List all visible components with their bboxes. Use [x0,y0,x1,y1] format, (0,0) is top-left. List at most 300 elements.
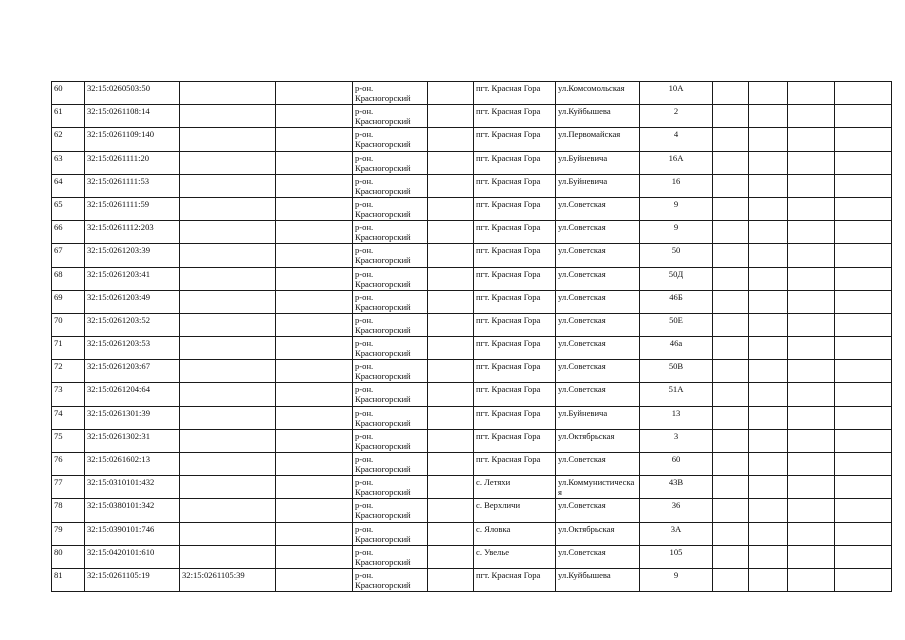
empty-cell [276,290,353,313]
settlement: с. Летяхи [474,476,556,499]
empty-cell [788,151,835,174]
empty-cell [749,82,788,105]
empty-cell [749,197,788,220]
street: ул.Буйневича [556,174,640,197]
empty-cell [428,105,474,128]
empty-cell [788,406,835,429]
row-number: 69 [52,290,85,313]
settlement: пгт. Красная Гора [474,360,556,383]
empty-cell [835,522,892,545]
empty-cell [835,429,892,452]
settlement: пгт. Красная Гора [474,453,556,476]
empty-cell [788,290,835,313]
district-prefix: р-он. [355,314,374,325]
house-number: 3 [640,429,713,452]
cadastral-number: 32:15:0310101:432 [85,476,180,499]
related-cadastral-number [180,174,276,197]
empty-cell [835,406,892,429]
table-row [52,105,892,128]
empty-cell [713,568,749,591]
settlement: пгт. Красная Гора [474,197,556,220]
table-row [52,476,892,499]
table-row [52,499,892,522]
empty-cell [428,360,474,383]
empty-cell [276,313,353,336]
empty-cell [276,453,353,476]
related-cadastral-number [180,453,276,476]
house-number: 2 [640,105,713,128]
related-cadastral-number [180,197,276,220]
district-prefix: р-он. [355,129,374,140]
district-name: Красногорский [355,185,411,196]
street: ул.Советская [556,244,640,267]
cadastral-number: 32:15:0261203:53 [85,337,180,360]
empty-cell [428,406,474,429]
empty-cell [835,221,892,244]
district-name: Красногорский [355,324,411,335]
empty-cell [276,174,353,197]
street: ул.Советская [556,290,640,313]
cadastral-number: 32:15:0261203:41 [85,267,180,290]
street: ул.Коммунистическая [556,476,640,499]
empty-cell [749,453,788,476]
empty-cell [276,406,353,429]
table-row [52,545,892,568]
district-prefix: р-он. [355,291,374,302]
empty-cell [713,337,749,360]
district [353,499,428,522]
house-number: 16А [640,151,713,174]
empty-cell [835,499,892,522]
table-row [52,244,892,267]
table-row [52,128,892,151]
empty-cell [749,151,788,174]
table-row [52,568,892,591]
empty-cell [428,522,474,545]
registry-table [51,81,892,592]
district-name: Красногорский [355,208,411,219]
empty-cell [713,221,749,244]
table-row [52,82,892,105]
empty-cell [428,568,474,591]
settlement: пгт. Красная Гора [474,128,556,151]
empty-cell [788,313,835,336]
related-cadastral-number [180,267,276,290]
settlement: пгт. Красная Гора [474,568,556,591]
related-cadastral-number [180,105,276,128]
row-number: 66 [52,221,85,244]
empty-cell [713,197,749,220]
cadastral-number: 32:15:0261108:14 [85,105,180,128]
district-prefix: р-он. [355,106,374,117]
empty-cell [276,82,353,105]
row-number: 61 [52,105,85,128]
district-prefix: р-он. [355,500,374,511]
district-name: Красногорский [355,394,411,405]
cadastral-number: 32:15:0261112:203 [85,221,180,244]
cadastral-number: 32:15:0260503:50 [85,82,180,105]
related-cadastral-number [180,82,276,105]
empty-cell [428,151,474,174]
street: ул.Буйневича [556,151,640,174]
empty-cell [788,128,835,151]
district [353,383,428,406]
cadastral-number: 32:15:0261111:20 [85,151,180,174]
empty-cell [713,82,749,105]
empty-cell [428,221,474,244]
empty-cell [788,545,835,568]
row-number: 80 [52,545,85,568]
district-prefix: р-он. [355,546,374,557]
empty-cell [713,383,749,406]
empty-cell [749,568,788,591]
row-number: 60 [52,82,85,105]
related-cadastral-number [180,290,276,313]
house-number: 50Е [640,313,713,336]
empty-cell [428,128,474,151]
empty-cell [713,476,749,499]
related-cadastral-number [180,313,276,336]
empty-cell [788,360,835,383]
house-number: 36 [640,499,713,522]
empty-cell [749,429,788,452]
street: ул.Советская [556,197,640,220]
empty-cell [428,244,474,267]
row-number: 77 [52,476,85,499]
row-number: 79 [52,522,85,545]
row-number: 64 [52,174,85,197]
cadastral-number: 32:15:0261203:52 [85,313,180,336]
empty-cell [276,244,353,267]
house-number: 16 [640,174,713,197]
empty-cell [835,476,892,499]
empty-cell [835,337,892,360]
empty-cell [749,360,788,383]
district-prefix: р-он. [355,454,374,464]
cadastral-number: 32:15:0261203:49 [85,290,180,313]
cadastral-number: 32:15:0380101:342 [85,499,180,522]
related-cadastral-number [180,151,276,174]
empty-cell [713,151,749,174]
empty-cell [835,545,892,568]
empty-cell [428,476,474,499]
empty-cell [788,568,835,591]
district [353,197,428,220]
settlement: пгт. Красная Гора [474,290,556,313]
district-name: Красногорский [355,139,411,150]
district-name: Красногорский [355,510,411,521]
related-cadastral-number [180,499,276,522]
street: ул.Советская [556,545,640,568]
settlement: пгт. Красная Гора [474,406,556,429]
empty-cell [276,267,353,290]
empty-cell [749,337,788,360]
related-cadastral-number [180,221,276,244]
table-row [52,221,892,244]
settlement: пгт. Красная Гора [474,82,556,105]
empty-cell [749,105,788,128]
table-row [52,360,892,383]
empty-cell [749,267,788,290]
district [353,313,428,336]
district-prefix: р-он. [355,477,374,488]
table-row [52,429,892,452]
empty-cell [713,522,749,545]
cadastral-number: 32:15:0261111:59 [85,197,180,220]
district-name: Красногорский [355,116,411,127]
cadastral-number: 32:15:0261602:13 [85,453,180,476]
district-name: Красногорский [355,348,411,359]
empty-cell [713,453,749,476]
related-cadastral-number [180,337,276,360]
empty-cell [788,105,835,128]
house-number: 50 [640,244,713,267]
empty-cell [428,453,474,476]
row-number: 73 [52,383,85,406]
table-row [52,313,892,336]
empty-cell [428,383,474,406]
row-number: 67 [52,244,85,267]
empty-cell [428,313,474,336]
empty-cell [428,174,474,197]
empty-cell [788,337,835,360]
district [353,522,428,545]
street: ул.Октябрьская [556,522,640,545]
empty-cell [713,128,749,151]
empty-cell [276,568,353,591]
district [353,406,428,429]
empty-cell [749,244,788,267]
district-prefix: р-он. [355,222,374,233]
district [353,290,428,313]
house-number: 46Б [640,290,713,313]
district-name: Красногорский [355,487,411,498]
empty-cell [749,313,788,336]
empty-cell [713,429,749,452]
district [353,568,428,591]
row-number: 63 [52,151,85,174]
settlement: пгт. Красная Гора [474,429,556,452]
cadastral-number: 32:15:0420101:610 [85,545,180,568]
empty-cell [428,337,474,360]
district-name: Красногорский [355,556,411,567]
empty-cell [428,197,474,220]
related-cadastral-number [180,522,276,545]
district-prefix: р-он. [355,175,374,186]
settlement: пгт. Красная Гора [474,313,556,336]
empty-cell [276,545,353,568]
table-row [52,290,892,313]
district-name: Красногорский [355,579,411,590]
empty-cell [713,499,749,522]
district-prefix: р-он. [355,384,374,395]
related-cadastral-number [180,128,276,151]
empty-cell [749,174,788,197]
settlement: пгт. Красная Гора [474,267,556,290]
empty-cell [788,197,835,220]
street: ул.Октябрьская [556,429,640,452]
empty-cell [835,197,892,220]
related-cadastral-number [180,406,276,429]
street: ул.Советская [556,383,640,406]
house-number: 105 [640,545,713,568]
district-name: Красногорский [355,301,411,312]
empty-cell [788,267,835,290]
district [353,174,428,197]
related-cadastral-number [180,545,276,568]
row-number: 62 [52,128,85,151]
empty-cell [788,244,835,267]
district-name: Красногорский [355,464,411,474]
related-cadastral-number [180,383,276,406]
row-number: 74 [52,406,85,429]
empty-cell [276,221,353,244]
related-cadastral-number [180,360,276,383]
empty-cell [788,522,835,545]
empty-cell [788,429,835,452]
empty-cell [749,522,788,545]
street: ул.Советская [556,360,640,383]
empty-cell [276,383,353,406]
district-name: Красногорский [355,278,411,289]
empty-cell [276,476,353,499]
empty-cell [749,499,788,522]
row-number: 70 [52,313,85,336]
empty-cell [835,82,892,105]
house-number: 50В [640,360,713,383]
street: ул.Комсомольская [556,82,640,105]
district-prefix: р-он. [355,338,374,349]
street: ул.Куйбышева [556,105,640,128]
district [353,337,428,360]
settlement: пгт. Красная Гора [474,151,556,174]
table-row [52,197,892,220]
empty-cell [835,313,892,336]
empty-cell [428,267,474,290]
street: ул.Советская [556,337,640,360]
table-row [52,151,892,174]
related-cadastral-number [180,476,276,499]
empty-cell [713,290,749,313]
table-row [52,406,892,429]
house-number: 9 [640,568,713,591]
empty-cell [835,105,892,128]
district [353,360,428,383]
district [353,151,428,174]
empty-cell [428,499,474,522]
street: ул.Куйбышева [556,568,640,591]
settlement: пгт. Красная Гора [474,105,556,128]
empty-cell [276,105,353,128]
district-prefix: р-он. [355,198,374,209]
district [353,453,428,476]
empty-cell [713,545,749,568]
related-cadastral-number [180,429,276,452]
district-prefix: р-он. [355,245,374,256]
empty-cell [713,360,749,383]
row-number: 72 [52,360,85,383]
street: ул.Советская [556,313,640,336]
house-number: 51А [640,383,713,406]
settlement: пгт. Красная Гора [474,383,556,406]
street: ул.Первомайская [556,128,640,151]
empty-cell [276,151,353,174]
empty-cell [749,476,788,499]
street: ул.Советская [556,221,640,244]
empty-cell [276,499,353,522]
table-row [52,267,892,290]
empty-cell [749,221,788,244]
street: ул.Буйневича [556,406,640,429]
street: ул.Советская [556,499,640,522]
empty-cell [713,105,749,128]
district-name: Красногорский [355,371,411,382]
district-name: Красногорский [355,440,411,451]
empty-cell [276,128,353,151]
table-row [52,174,892,197]
table-row [52,453,892,476]
empty-cell [428,290,474,313]
empty-cell [428,429,474,452]
empty-cell [835,151,892,174]
district [353,244,428,267]
district-name: Красногорский [355,533,411,544]
empty-cell [276,197,353,220]
related-cadastral-number [180,244,276,267]
house-number: 9 [640,197,713,220]
empty-cell [835,174,892,197]
empty-cell [713,406,749,429]
district [353,545,428,568]
empty-cell [713,244,749,267]
district [353,476,428,499]
row-number: 81 [52,568,85,591]
empty-cell [835,568,892,591]
empty-cell [713,174,749,197]
empty-cell [276,429,353,452]
district-name: Красногорский [355,232,411,243]
empty-cell [835,290,892,313]
empty-cell [835,360,892,383]
district-name: Красногорский [355,255,411,266]
district-prefix: р-он. [355,407,374,418]
empty-cell [835,383,892,406]
settlement: с. Увелье [474,545,556,568]
house-number: 43В [640,476,713,499]
house-number: 60 [640,453,713,476]
empty-cell [276,337,353,360]
settlement: с. Яловка [474,522,556,545]
empty-cell [835,453,892,476]
district [353,429,428,452]
row-number: 75 [52,429,85,452]
district-prefix: р-он. [355,430,374,441]
settlement: пгт. Красная Гора [474,221,556,244]
row-number: 76 [52,453,85,476]
house-number: 3А [640,522,713,545]
table-row [52,383,892,406]
cadastral-number: 32:15:0261111:53 [85,174,180,197]
row-number: 65 [52,197,85,220]
empty-cell [788,476,835,499]
empty-cell [835,128,892,151]
district-prefix: р-он. [355,268,374,279]
empty-cell [713,313,749,336]
cadastral-number: 32:15:0261302:31 [85,429,180,452]
table-row [52,337,892,360]
house-number: 10А [640,82,713,105]
settlement: пгт. Красная Гора [474,244,556,267]
